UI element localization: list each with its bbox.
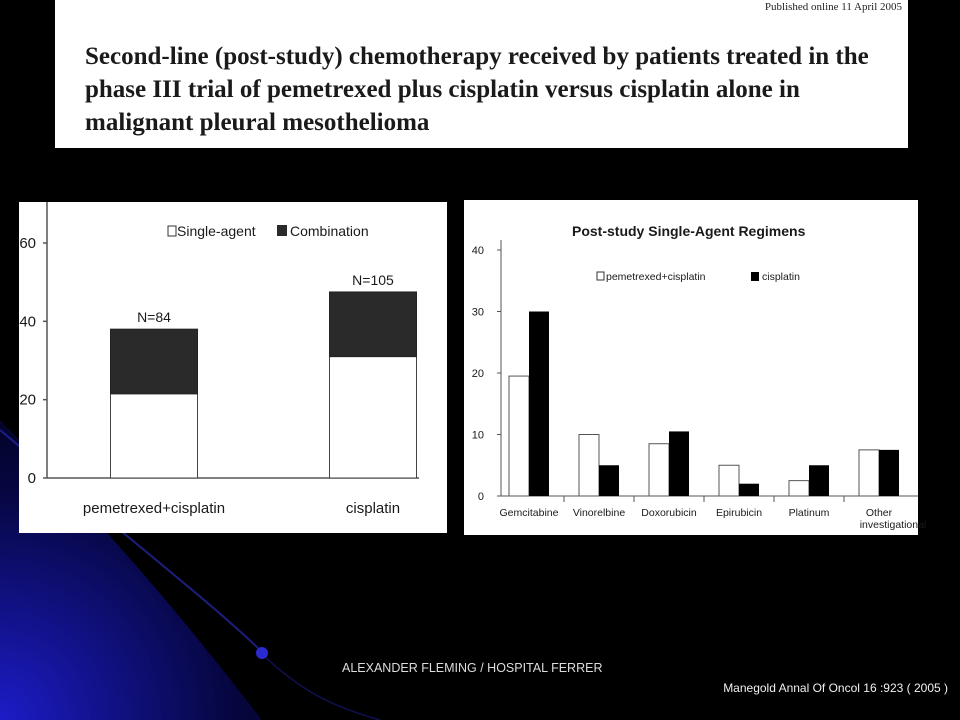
y-tick-label: 30	[471, 306, 484, 319]
bar-cisplatin	[879, 450, 899, 496]
background-dot	[256, 647, 268, 659]
legend-swatch-single-agent	[168, 226, 176, 236]
x-tick-label: pemetrexed+cisplatin	[82, 500, 226, 517]
bar-cisplatin	[529, 312, 549, 497]
bar-cisplatin	[809, 465, 829, 496]
legend-label: Combination	[290, 223, 369, 239]
bar-cisplatin	[599, 465, 619, 496]
legend-swatch-pemetrexed-cisplatin	[597, 272, 604, 280]
y-tick-label: 10	[471, 429, 484, 442]
legend-label: pemetrexed+cisplatin	[606, 271, 706, 283]
bar-pemetrexed-cisplatin	[509, 376, 529, 496]
bar-annotation: N=105	[352, 271, 394, 288]
legend-swatch-cisplatin	[751, 272, 759, 281]
chart-title: Post-study Single-Agent Regimens	[572, 223, 806, 239]
paper-title: Second-line (post-study) chemotherapy received by patients treated in the phase III trial of pemetrexed plus cisplatin versus cisplatin alone in malignant pleural mesothelioma	[85, 43, 869, 136]
x-tick-label: Vinorelbine	[572, 507, 626, 519]
bar-single-agent	[330, 357, 417, 478]
paper-header	[55, 0, 908, 148]
bar-combination	[111, 329, 198, 394]
y-tick-label: 0	[27, 470, 36, 487]
y-tick-label: 60	[19, 235, 36, 252]
y-tick-label: 0	[477, 491, 484, 503]
footer-citation: Manegold Annal Of Oncol 16 :923 ( 2005 )	[723, 681, 948, 695]
x-tick-label: Epirubicin	[715, 507, 763, 519]
x-tick-label: Other investigational	[859, 507, 927, 531]
left-chart-panel	[19, 202, 447, 533]
published-date: Published online 11 April 2005	[764, 1, 902, 13]
x-tick-label: cisplatin	[345, 500, 401, 517]
right-chart-panel	[464, 200, 927, 535]
legend-label: Single-agent	[177, 223, 256, 239]
x-tick-label: Doxorubicin	[641, 507, 697, 519]
y-tick-label: 40	[471, 245, 484, 257]
bar-cisplatin	[739, 484, 759, 496]
x-tick-label: Platinum	[788, 507, 830, 519]
bar-annotation: N=84	[137, 309, 171, 326]
bar-pemetrexed-cisplatin	[789, 481, 809, 496]
y-tick-label: 20	[19, 391, 36, 409]
bar-pemetrexed-cisplatin	[649, 444, 669, 496]
x-tick-label: Gemcitabine	[499, 507, 559, 519]
bar-pemetrexed-cisplatin	[859, 450, 879, 496]
legend-label: cisplatin	[762, 271, 800, 283]
bar-cisplatin	[669, 431, 689, 496]
legend-swatch-combination	[277, 225, 287, 236]
bar-single-agent	[111, 394, 198, 478]
bar-pemetrexed-cisplatin	[579, 435, 599, 497]
stacked-bar-chart	[19, 202, 447, 533]
bar-pemetrexed-cisplatin	[719, 465, 739, 496]
grouped-bar-chart	[464, 200, 927, 535]
bar-combination	[330, 292, 417, 357]
y-tick-label: 20	[471, 368, 484, 380]
footer-institution: ALEXANDER FLEMING / HOSPITAL FERRER	[342, 661, 603, 675]
y-tick-label: 40	[19, 313, 36, 331]
